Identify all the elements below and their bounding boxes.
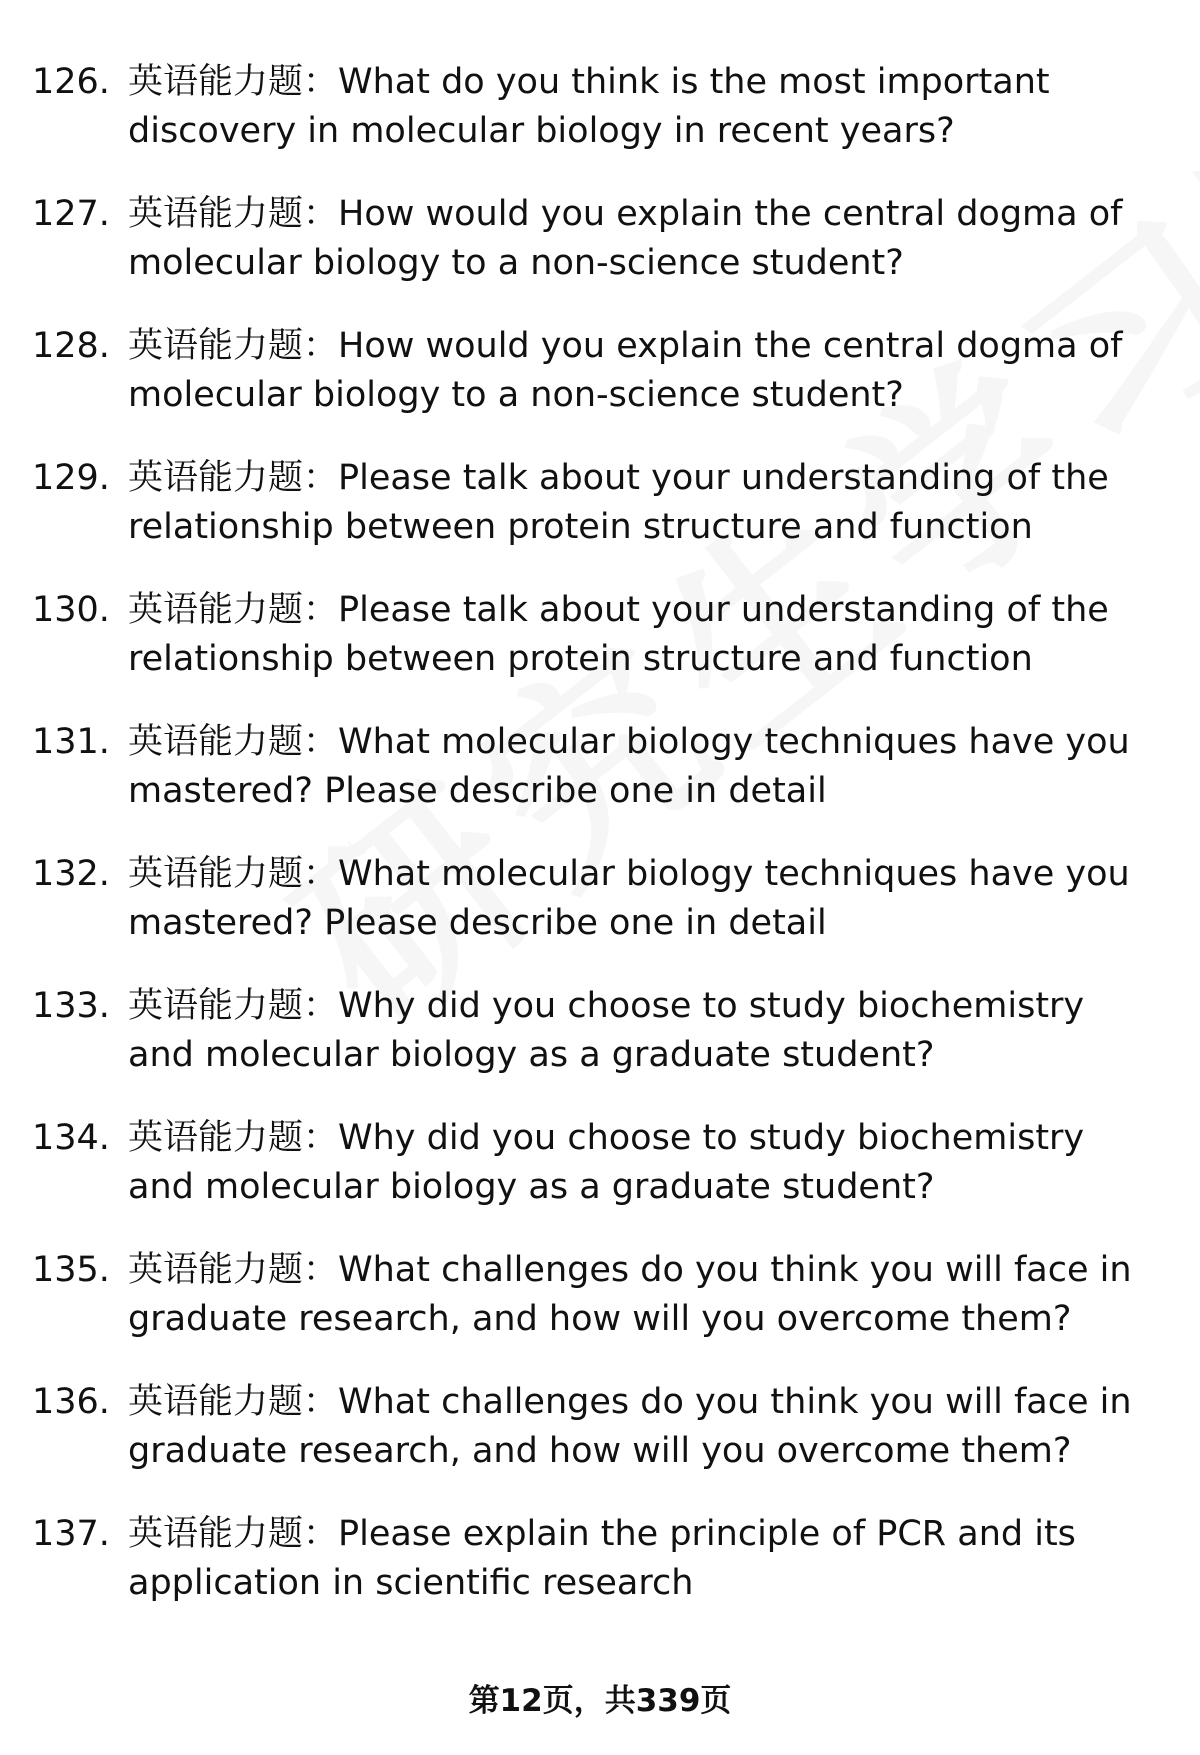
question-text: 英语能力题：What challenges do you think you will face in graduate research, and how will you overcome them? (128, 1382, 1132, 1471)
question-text: 英语能力题：What molecular biology techniques have you mastered? Please describe one in detail (128, 722, 1130, 811)
question-text: 英语能力题：How would you explain the central dogma of molecular biology to a non-science student? (128, 194, 1123, 283)
question-text: 英语能力题：Please talk about your understanding of the relationship between protein structure and function (128, 590, 1109, 679)
question-number: 133. (32, 986, 110, 1026)
question-item (32, 58, 1132, 156)
question-text: 英语能力题：Please explain the principle of PCR and its application in scientific research (128, 1514, 1076, 1603)
question-number: 130. (32, 590, 110, 630)
question-text: 英语能力题：What challenges do you think you will face in graduate research, and how will you overcome them? (128, 1250, 1132, 1339)
question-item (32, 1510, 1132, 1608)
question-number: 134. (32, 1118, 110, 1158)
question-number: 131. (32, 722, 110, 762)
question-item (32, 1246, 1132, 1344)
question-item (32, 718, 1132, 816)
question-number: 136. (32, 1382, 110, 1422)
question-item (32, 322, 1132, 420)
question-number: 126. (32, 62, 110, 102)
question-text: 英语能力题：What molecular biology techniques have you mastered? Please describe one in detail (128, 854, 1130, 943)
question-number: 132. (32, 854, 110, 894)
question-number: 137. (32, 1514, 110, 1554)
question-text: 英语能力题：Please talk about your understanding of the relationship between protein structure and function (128, 458, 1109, 547)
question-item (32, 454, 1132, 552)
page-indicator: 第12页，共339页 (468, 1683, 732, 1719)
question-number: 127. (32, 194, 110, 234)
question-number: 135. (32, 1250, 110, 1290)
question-text: 英语能力题：What do you think is the most important discovery in molecular biology in recent years? (128, 62, 1050, 151)
question-list (32, 58, 1132, 1608)
question-item (32, 586, 1132, 684)
question-number: 128. (32, 326, 110, 366)
question-text: 英语能力题：Why did you choose to study biochemistry and molecular biology as a graduate student? (128, 1118, 1085, 1207)
question-number: 129. (32, 458, 110, 498)
question-item (32, 982, 1132, 1080)
question-item (32, 850, 1132, 948)
question-item (32, 1378, 1132, 1476)
question-text: 英语能力题：How would you explain the central dogma of molecular biology to a non-science student? (128, 326, 1123, 415)
question-item (32, 190, 1132, 288)
question-text: 英语能力题：Why did you choose to study biochemistry and molecular biology as a graduate student? (128, 986, 1085, 1075)
question-item (32, 1114, 1132, 1212)
